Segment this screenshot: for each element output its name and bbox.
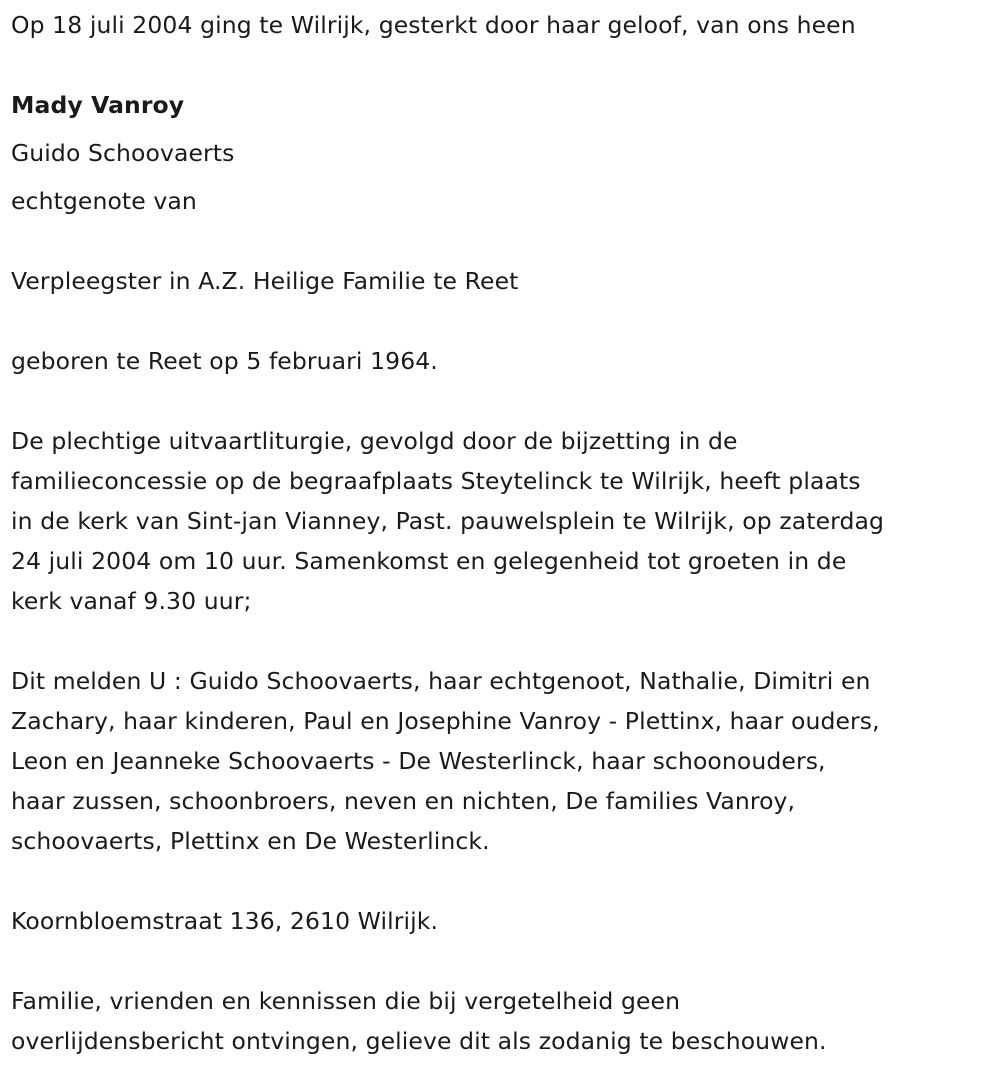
relation-text: echtgenote van [11, 187, 197, 215]
closing-line: overlijdensbericht ontvingen, gelieve dit als zodanig te beschouwen. [11, 1027, 827, 1055]
closing-line: Familie, vrienden en kennissen die bij vergetelheid geen [11, 987, 681, 1015]
announcement-line: Leon en Jeanneke Schoovaerts - De Westerlinck, haar schoonouders, [11, 747, 826, 775]
funeral-line: familieconcessie op de begraafplaats Steytelinck te Wilrijk, heeft plaats [11, 467, 861, 495]
birth-line: geboren te Reet op 5 februari 1964. [11, 347, 438, 375]
occupation-line: Verpleegster in A.Z. Heilige Familie te Reet [11, 267, 519, 295]
funeral-line: 24 juli 2004 om 10 uur. Samenkomst en gelegenheid tot groeten in de [11, 547, 847, 575]
announcement-line: Zachary, haar kinderen, Paul en Josephine Vanroy - Plettinx, haar ouders, [11, 707, 880, 735]
address-line: Koornbloemstraat 136, 2610 Wilrijk. [11, 907, 439, 935]
announcement-line: Dit melden U : Guido Schoovaerts, haar echtgenoot, Nathalie, Dimitri en [11, 667, 871, 695]
intro-line: Op 18 juli 2004 ging te Wilrijk, gesterkt door haar geloof, van ons heen [11, 11, 856, 39]
spouse-name: Guido Schoovaerts [11, 139, 235, 167]
funeral-line: in de kerk van Sint-jan Vianney, Past. pauwelsplein te Wilrijk, op zaterdag [11, 507, 885, 535]
funeral-line: De plechtige uitvaartliturgie, gevolgd door de bijzetting in de [11, 427, 738, 455]
funeral-line: kerk vanaf 9.30 uur; [11, 587, 252, 615]
announcement-line: schoovaerts, Plettinx en De Westerlinck. [11, 827, 490, 855]
announcement-paragraph [11, 661, 880, 861]
deceased-name: Mady Vanroy [11, 91, 185, 119]
closing-paragraph [11, 981, 827, 1061]
announcement-line: haar zussen, schoonbroers, neven en nichten, De families Vanroy, [11, 787, 796, 815]
funeral-paragraph [11, 421, 884, 621]
